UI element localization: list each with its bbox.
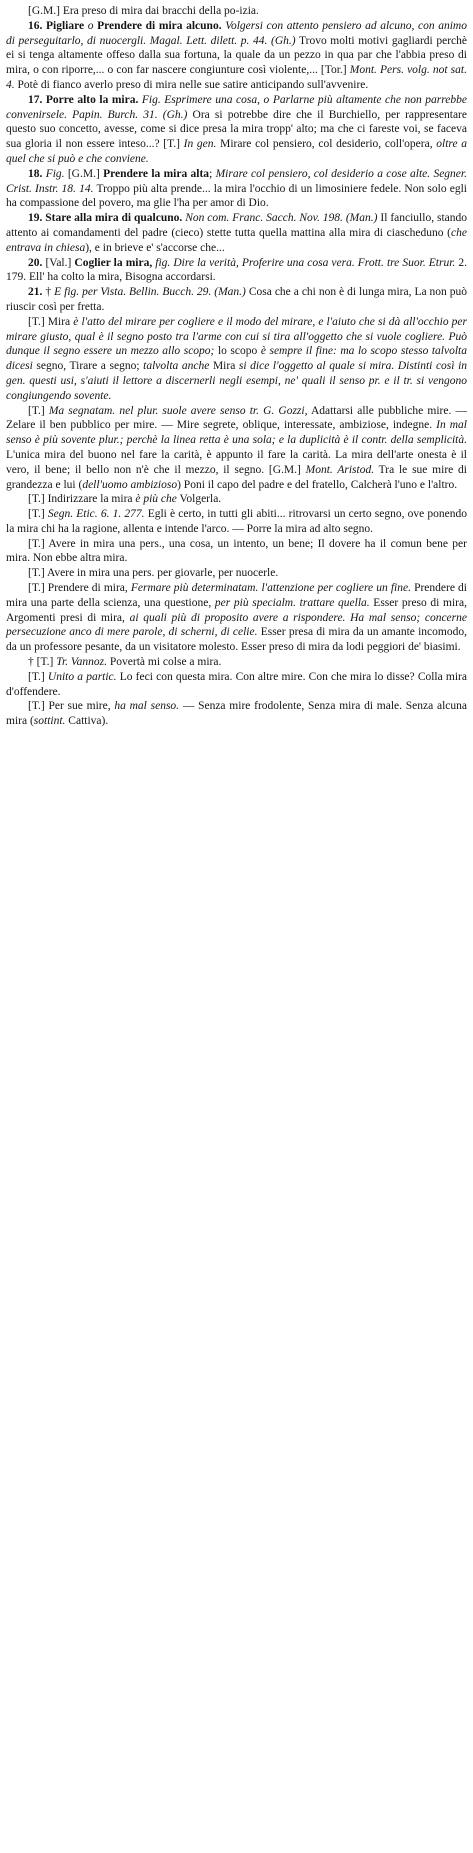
entry-text-segment: è l'atto del mirare per cogliere e il modo del mirare, e l'aiuto che si dà all'occhio per mirare giusto, qual è il segno posto tra l'arme con cui si tira all'oggetto che si vuole cogliere. Può dunque il segno essere un mezzo allo scopo; [6, 315, 468, 358]
entry-text-segment: — Senza mire frodolente, Senza mira di male. Senza alcuna mira ( [6, 700, 467, 728]
entry-text-segment: dell'uomo ambizioso [82, 478, 178, 491]
dictionary-entry-sense-18 [6, 167, 467, 211]
entry-text-segment: oltre a quel che si può e che conviene. [6, 138, 468, 165]
entry-text-segment: Mont. Aristod. [305, 463, 375, 476]
dictionary-entry-t-per-sue-mire [6, 699, 467, 729]
entry-text-segment: [T.] Mira [28, 315, 74, 328]
dictionary-entry-t-prendere-di-mira [6, 581, 467, 655]
entry-text-segment: Segn. Etic. 6. 1. 277. [47, 508, 145, 521]
entry-text-segment: o [87, 19, 94, 32]
entry-text-segment: 21. [28, 286, 46, 299]
entry-text-segment: [T.] [28, 670, 48, 683]
entry-text-segment: [Val.] [45, 256, 75, 269]
entry-text-segment: Cattiva). [65, 715, 109, 728]
entry-text-segment: Fig. Esprimere una cosa, o Parlarne più altamente che non parrebbe convenirsele. Papin. Burch. 31. (Gh.) [6, 93, 467, 121]
entry-text-segment: Prendere di mira una parte della scienza, una questione, [6, 582, 467, 609]
entry-text-segment: si dice l'oggetto al quale si mira. Distinti così in gen. questi usi, s'aiuti il lettore a discernerli negli esempi, ne' quali il senso pr. e il tr. si vengono congiungendo sovente. [6, 360, 468, 402]
entry-text-segment: [T.] [28, 508, 48, 521]
entry-text-segment: Mirare col pensiero, col desiderio, coll'opera, [216, 138, 437, 151]
entry-text-segment: ai quali più di proposito avere a rispondere. Ha mal senso; concerne persecuzione anco di mere parole, di scherni, di celie. [6, 611, 467, 639]
entry-text-segment: talvolta anche [143, 360, 210, 373]
entry-text-segment: Esser preso di mira, Argomenti presi di mira, [6, 596, 467, 624]
entry-text-segment: ha mal senso. [114, 700, 180, 713]
entry-text-segment: sottint. [33, 715, 66, 728]
dictionary-entry-sense-17 [6, 93, 467, 167]
entry-text-segment: Troppo più alta prende... la mira l'occhio di un limosiniere fedele. Non solo egli ha compassione del povero, ma glie l'ha per amor di Dio. [6, 182, 467, 210]
entry-text-segment: segno, Tirare a segno; [32, 360, 144, 373]
entry-text-segment: Povertà mi colse a mira. [107, 656, 222, 669]
entry-text-segment: fig. Dire la verità, Proferire una cosa vera. Frott. tre Suor. Etrur. [152, 256, 456, 269]
entry-text-segment: che entrava in chiesa [6, 226, 467, 254]
entry-text-segment: Mont. Pers. volg. not sat. 4. [6, 64, 467, 91]
entry-text-segment: Volgersi con attento pensiero ad alcuno, con animo di perseguitarlo, di nuocergli. Magal. Lett. dilett. p. 44. (Gh.) [6, 19, 467, 47]
entry-text-segment: Ora si potrebbe dire che il Burchiello, per rappresentare questo suo concetto, avesse, come si dice presa la mira tropp' alto; ma che ci fareste voi, se faceva sua gloria il non essere inteso...? [T.] [6, 108, 467, 151]
dictionary-entry-sense-16 [6, 19, 467, 93]
entry-text-segment: Prendere la mira alta [103, 167, 210, 180]
entry-text-segment: [T.] Per sue mire, [28, 700, 115, 713]
entry-text-segment: Unito a partic. [47, 670, 117, 683]
entry-text-segment: † [T.] [28, 656, 57, 669]
dictionary-entry-t-vannoz [6, 655, 467, 670]
entry-text-segment: 18. [28, 167, 46, 180]
entry-text-segment: lo scopo [214, 345, 261, 358]
entry-text-segment: Potè di fianco averlo preso di mira nelle sue satire anticipando sull'avvenire. [14, 78, 369, 91]
dictionary-entry-t-segnatam [6, 404, 467, 493]
entry-text-segment: Tr. Vannoz. [56, 656, 108, 669]
entry-text-segment: [T.] Avere in mira una pers. per giovarle, per nuocerle. [28, 567, 279, 580]
entry-text-segment: Mira [209, 360, 239, 373]
entry-text-segment: Cosa che a chi non è di lunga mira, La non può riuscir così per fretta. [6, 286, 468, 313]
entry-text-segment: Mirare col pensiero, col desiderio a cose alte. Segner. Crist. Instr. 18. 14. [6, 167, 467, 195]
dictionary-entry-t-giovarle [6, 566, 467, 581]
entry-text-segment: [T.] Prendere di mira, [28, 582, 131, 595]
entry-text-segment: Fig. [45, 167, 65, 180]
entry-text-segment: Egli è certo, in tutti gli abiti... ritrovarsi un certo segno, ove ponendo la mira chi ha la ragione, allenta e intende l'arco. — Porre la mira ad alto segno. [6, 508, 467, 535]
dictionary-entry-sense-21 [6, 285, 467, 315]
entry-text-segment: [G.M.] Era preso di mira dai bracchi della po-izia. [28, 5, 259, 17]
entry-text-segment: † [45, 286, 55, 299]
entry-text-segment: ), e in brieve e' s'accorse che... [85, 241, 225, 254]
entry-text-segment: Il fanciullo, stando attento ai comandamenti del padre (cieco) stette tutta quella mattina alla mira di ciascheduno ( [6, 212, 467, 239]
dictionary-entry-t-indirizzare [6, 492, 467, 507]
entry-text-segment: [T.] [28, 404, 49, 417]
entry-text-segment: In gen. [183, 138, 217, 151]
entry-text-segment: Coglier la mira, [74, 256, 153, 269]
entry-text-segment: 20. [28, 256, 46, 269]
entry-text-segment: 17. Porre alto la mira. [28, 93, 139, 106]
entry-text-segment: è sempre il fine: ma lo scopo stesso talvolta dicesi [6, 345, 467, 373]
dictionary-entry-t-atto-del-mirare [6, 315, 467, 404]
entry-text-segment: per più specialm. trattare quella. [214, 596, 370, 609]
entry-text-segment: ) Poni il capo del padre e del fratello, Calcherà l'uno e l'altro. [177, 478, 458, 491]
entry-text-segment: Trovo molti motivi gagliardi perchè ei si tenga altamente offeso dalla sua fortuna, la quale da un pezzo in qua par che l'abbia preso di mira, o con riporre,... o con far nascere congiunture così violente,... [Tor.] [6, 34, 467, 77]
entry-text-segment: è più che [135, 493, 177, 506]
dictionary-entry-gm-bracchi [6, 4, 467, 19]
entry-text-segment: Volgerla. [176, 493, 222, 506]
entry-text-segment: 16. Pigliare [28, 19, 88, 32]
entry-text-segment: ; [209, 167, 216, 180]
dictionary-entry-sense-20 [6, 256, 467, 286]
entry-text-segment: Lo feci con questa mira. Con altre mire. Con che mira lo disse? Colla mira d'offendere. [6, 670, 467, 698]
entry-text-segment: Tra le sue mire di grandezza e lui ( [6, 463, 467, 491]
entry-text-segment: L'unica mira del buono nel fare la carità, è appunto il fare la carità. La mira dell'arte onesta è il vero, il bene; il bello non n'è che il mezzo, il segno. [G.M.] [6, 448, 467, 476]
entry-text-segment: Adattarsi alle pubbliche mire. — Zelare il ben pubblico per mire. — Mire segrete, oblique, interessate, ambiziose, indegne. [6, 404, 467, 432]
dictionary-entry-sense-19 [6, 211, 467, 255]
entry-text-segment: E fig. per Vista. Bellin. Bucch. 29. (Man.) [54, 286, 246, 299]
dictionary-entry-t-avere-in-mira [6, 537, 467, 567]
entry-text-segment: [T.] Indirizzare la mira [28, 493, 136, 506]
dictionary-entry-t-segn-etic [6, 507, 467, 537]
entry-text-segment: [G.M.] [64, 167, 104, 180]
entry-text-segment: Non com. Franc. Sacch. Nov. 198. (Man.) [182, 212, 378, 225]
entry-text-segment: 19. Stare alla mira di qualcuno. [28, 212, 183, 225]
entry-text-segment: In mal senso è più sovente plur.; perchè la linea retta è una sola; e la duplicità è il contr. della semplicità. [6, 419, 467, 447]
entry-text-segment: Fermare più determinatam. l'attenzione per cogliere un fine. [130, 582, 411, 595]
entry-text-segment: Esser presa di mira da un amante incomodo, da un professore pesante, da un visitatore molesto. Esser preso di mira da lodi peggiori de' biasimi. [6, 626, 467, 654]
entry-text-segment: [T.] Avere in mira una pers., una cosa, un intento, un bene; Il dovere ha il comun bene per mira. Non ebbe altra mira. [6, 537, 467, 565]
entry-text-segment: Prendere di mira alcuno. [93, 19, 222, 32]
entry-text-segment: Ma segnatam. nel plur. suole avere senso tr. G. Gozzi, [48, 404, 308, 417]
entry-text-segment: 2. 179. Ell' ha colto la mira, Bisogna accordarsi. [6, 256, 467, 284]
dictionary-entry-t-unito-a-partic [6, 670, 467, 700]
